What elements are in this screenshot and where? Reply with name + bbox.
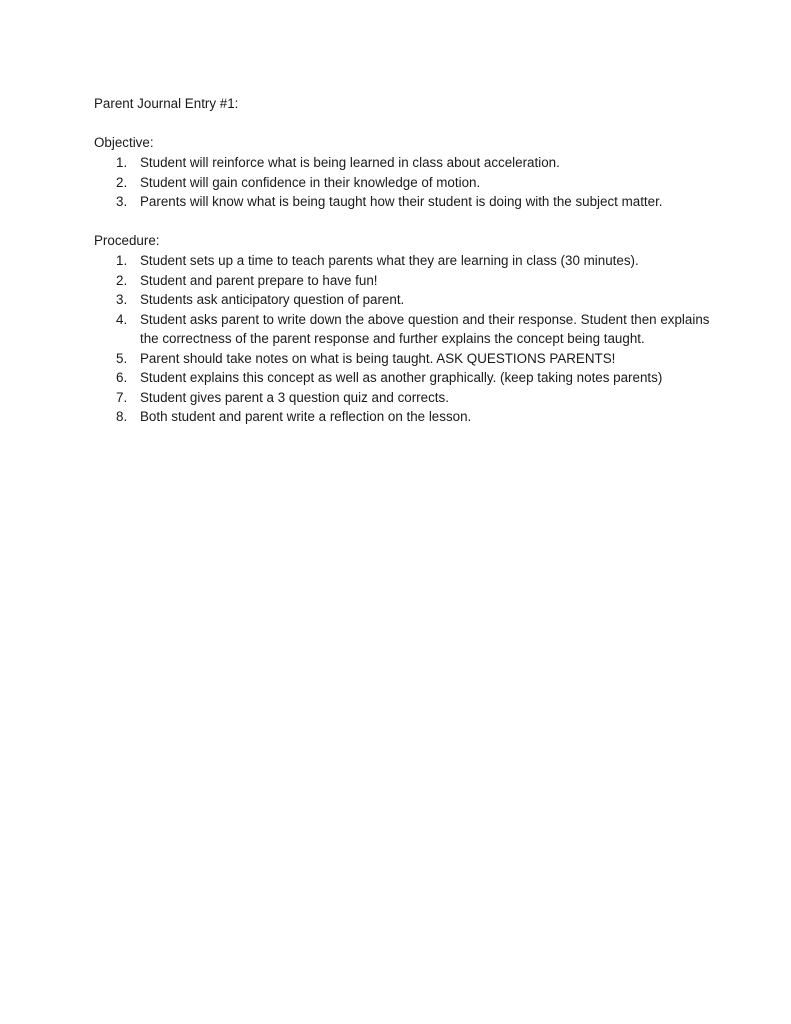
list-item-text: Student gives parent a 3 question quiz and corrects. <box>140 389 449 405</box>
document-title: Parent Journal Entry #1: <box>94 96 239 111</box>
list-number: 1. <box>116 155 128 170</box>
list-item-text: Both student and parent write a reflection on the lesson. <box>140 409 472 424</box>
list-number: 3. <box>116 292 128 307</box>
list-number: 2. <box>116 272 128 288</box>
objective-item <box>94 192 734 212</box>
list-item-text: Student sets up a time to teach parents what they are learning in class (30 minutes). <box>140 253 639 268</box>
objective-item <box>94 153 734 173</box>
list-number: 3. <box>116 194 128 209</box>
list-number: 7. <box>116 389 128 405</box>
objective-heading: Objective: <box>94 135 154 150</box>
list-item-text: Student will reinforce what is being learned in class about acceleration. <box>140 155 560 170</box>
list-number: 6. <box>116 370 128 385</box>
procedure-list <box>94 251 734 427</box>
procedure-item <box>94 407 734 427</box>
list-item-text: Student will gain confidence in their knowledge of motion. <box>140 174 481 190</box>
procedure-item <box>94 251 734 271</box>
procedure-item <box>94 368 734 388</box>
objective-item <box>94 173 734 193</box>
list-item-text: Student explains this concept as well as another graphically. (keep taking notes parents) <box>140 370 663 385</box>
procedure-item <box>94 310 734 349</box>
list-number: 8. <box>116 409 128 424</box>
list-number: 2. <box>116 174 128 190</box>
procedure-heading: Procedure: <box>94 233 160 248</box>
list-item-text: Parent should take notes on what is being taught. ASK QUESTIONS PARENTS! <box>140 350 616 366</box>
list-number: 4. <box>116 311 128 327</box>
list-item-text: Student and parent prepare to have fun! <box>140 272 378 288</box>
list-number: 5. <box>116 350 128 366</box>
procedure-item <box>94 271 734 291</box>
list-number: 1. <box>116 253 128 268</box>
list-item-text: Student asks parent to write down the above question and their response. Student then explains the correctness of the parent response and further explains the concept being taught. <box>140 311 710 346</box>
list-item-text: Parents will know what is being taught how their student is doing with the subject matter. <box>140 194 663 209</box>
list-item-text: Students ask anticipatory question of parent. <box>140 292 405 307</box>
procedure-item <box>94 290 734 310</box>
procedure-item <box>94 388 734 408</box>
procedure-item <box>94 349 734 369</box>
objective-list <box>94 153 734 212</box>
